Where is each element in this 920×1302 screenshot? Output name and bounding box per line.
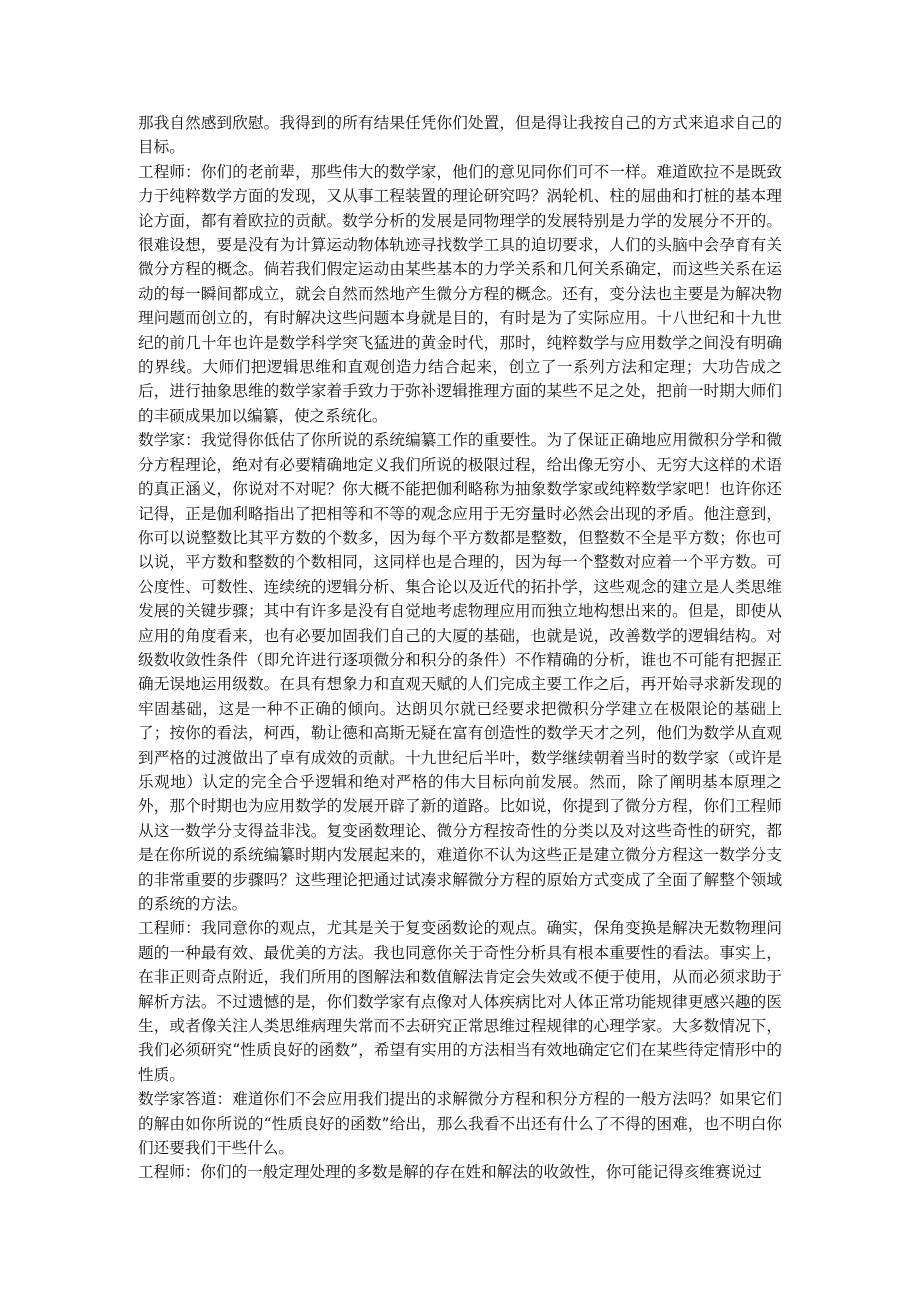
- paragraph-engineer-3: 工程师：你们的一般定理处理的多数是解的存在姓和解法的收敛性，你可能记得亥维赛说过: [138, 1163, 762, 1182]
- paragraph-engineer-1: 工程师：你们的老前辈，那些伟大的数学家，他们的意见同你们可不一样。难道欧拉不是既致力于纯粹数学方面的发现，又从事工程装置的理论研究吗？涡轮机、柱的屈曲和打桩的基本理论方面，都有着欧拉的贡献。数学分析的发展是同物理学的发展特别是力学的发展分不开的。很难设想，要是没有为计算运动物体轨迹寻找数学工具的迫切要求，人们的头脑中会孕育有关微分方程的概念。倘若我们假定运动由某些基本的力学关系和几何关系确定，而这些关系在运动的每一瞬间都成立，就会自然而然地产生微分方程的概念。还有，变分法也主要是为解决物理问题而创立的，有时解决这些问题本身就是目的，有时是为了实际应用。十八世纪和十九世纪的前几十年也许是数学科学突飞猛进的黄金时代，那时，纯粹数学与应用数学之间没有明确的界线。大师们把逻辑思维和直观创造力结合起来，创立了一系列方法和定理；大功告成之后，进行抽象思维的数学家着手致力于弥补逻辑推理方面的某些不足之处，把前一时期大师们的丰硕成果加以编纂，使之系统化。: [138, 162, 782, 425]
- paragraph-mathematician-1: 数学家：我觉得你低估了你所说的系统编纂工作的重要性。为了保证正确地应用微积分学和微分方程理论，绝对有必要精确地定义我们所说的极限过程，给出像无穷小、无穷大这样的术语的真正涵义，你说对不对呢？你大概不能把伽利略称为抽象数学家或纯粹数学家吧！也许你还记得，正是伽利略指出了把相等和不等的观念应用于无穷量时必然会出现的矛盾。他注意到，你可以说整数比其平方数的个数多，因为每个平方数都是整数，但整数不全是平方数；你也可以说，平方数和整数的个数相同，这同样也是合理的，因为每一个整数对应着一个平方数。可公度性、可数性、连续统的逻辑分析、集合论以及近代的拓扑学，这些观念的建立是人类思维发展的关键步骤；其中有许多是没有自觉地考虑物理应用而独立地构想出来的。但是，即使从应用的角度看来，也有必要加固我们自己的大厦的基础，也就是说，改善数学的逻辑结构。对级数收敛性条件（即允许进行逐项微分和积分的条件）不作精确的分析，谁也不可能有把握正确无误地运用级数。在具有想象力和直观天赋的人们完成主要工作之后，再开始寻求新发现的牢固基础，这是一种不正确的倾向。达朗贝尔就已经要求把微积分学建立在极限论的基础上了；按你的看法，柯西，勒让德和高斯无疑在富有创造性的数学天才之列，他们为数学从直观到严格的过渡做出了卓有成效的贡献。十九世纪后半叶，数学继续朝着当时的数学家（或许是乐观地）认定的完全合乎逻辑和绝对严格的伟大目标向前发展。然而，除了阐明基本原理之外，那个时期也为应用数学的发展开辟了新的道路。比如说，你提到了微分方程，你们工程师从这一数学分支得益非浅。复变函数理论、微分方程按奇性的分类以及对这些奇性的研究，都是在你所说的系统编纂时期内发展起来的，难道你不认为这些正是建立微分方程这一数学分支的非常重要的步骤吗？这些理论把通过试凑求解微分方程的原始方式变成了全面了解整个领域的系统的方法。: [138, 431, 782, 913]
- paragraph-engineer-2: 工程师：我同意你的观点，尤其是关于复变函数论的观点。确实，保角变换是解决无数物理问题的一种最有效、最优美的方法。我也同意你关于奇性分析具有根本重要性的看法。事实上，在非正则奇点附近，我们所用的图解法和数值解法肯定会失效或不便于使用，从而必须求助于解析方法。不过遗憾的是，你们数学家有点像对人体疾病比对人体正常功能规律更感兴趣的医生，或者像关注人类思维病理失常而不去研究正常思维过程规律的心理学家。大多数情况下，我们必须研究“性质良好的函数”，希望有实用的方法相当有效地确定它们在某些待定情形中的性质。: [138, 919, 782, 1084]
- paragraph-mathematician-2: 数学家答道：难道你们不会应用我们提出的求解微分方程和积分方程的一般方法吗？如果它们的解由如你所说的“性质良好的函数”给出，那么我看不出还有什么了不得的困难，也不明白你们还要我们干些什么。: [138, 1090, 782, 1158]
- paragraph-continuation: 那我自然感到欣慰。我得到的所有结果任凭你们处置，但是得让我按自己的方式来追求自己的目标。: [138, 114, 782, 157]
- document-page: [138, 111, 782, 1185]
